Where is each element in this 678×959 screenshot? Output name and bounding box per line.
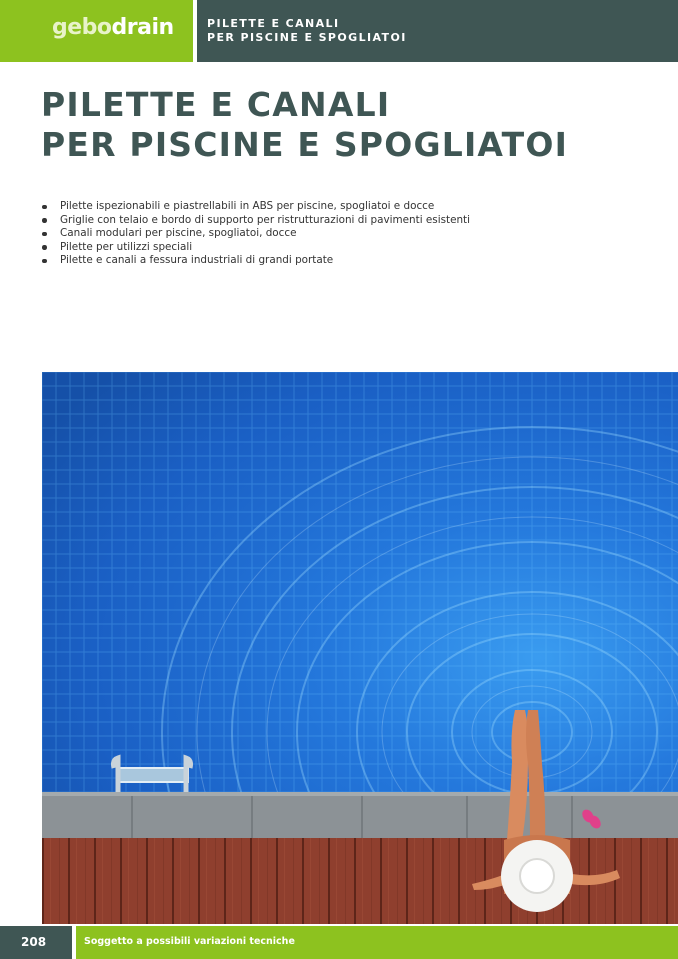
list-item: Pilette e canali a fessura industriali di grandi portate <box>41 254 470 268</box>
section-header <box>197 0 678 62</box>
section-title-line2: PER PISCINE E SPOGLIATOI <box>207 31 407 44</box>
logo-part-gebo: gebo <box>52 15 112 40</box>
logo-part-drain: drain <box>111 15 174 40</box>
page-title-line2: PER PISCINE E SPOGLIATOI <box>41 125 569 164</box>
page-title <box>41 85 568 165</box>
bullet-icon <box>42 218 47 223</box>
list-item: Pilette per utilizzi speciali <box>41 241 470 255</box>
bullet-icon <box>42 245 47 250</box>
pool-photo <box>42 372 678 924</box>
page-title-line1: PILETTE E CANALI <box>41 85 391 124</box>
page-header <box>0 0 678 62</box>
list-item: Canali modulari per piscine, spogliatoi, docce <box>41 227 470 241</box>
bullet-icon <box>42 205 47 210</box>
page-number-box <box>0 926 72 959</box>
footer-note: Soggetto a possibili variazioni tecniche <box>84 936 295 947</box>
list-item: Griglie con telaio e bordo di supporto per ristrutturazioni di pavimenti esistenti <box>41 214 470 228</box>
list-item: Pilette ispezionabili e piastrellabili in ABS per piscine, spogliatoi e docce <box>41 200 470 214</box>
bullet-icon <box>42 259 47 264</box>
pool-illustration <box>42 372 678 924</box>
bullet-icon <box>42 232 47 237</box>
feature-list <box>41 200 470 268</box>
section-title-line1: PILETTE E CANALI <box>207 17 340 30</box>
logo-wordmark <box>52 15 174 40</box>
footer-bar <box>76 926 678 959</box>
page-number: 208 <box>21 935 47 949</box>
brand-logo <box>0 0 193 62</box>
